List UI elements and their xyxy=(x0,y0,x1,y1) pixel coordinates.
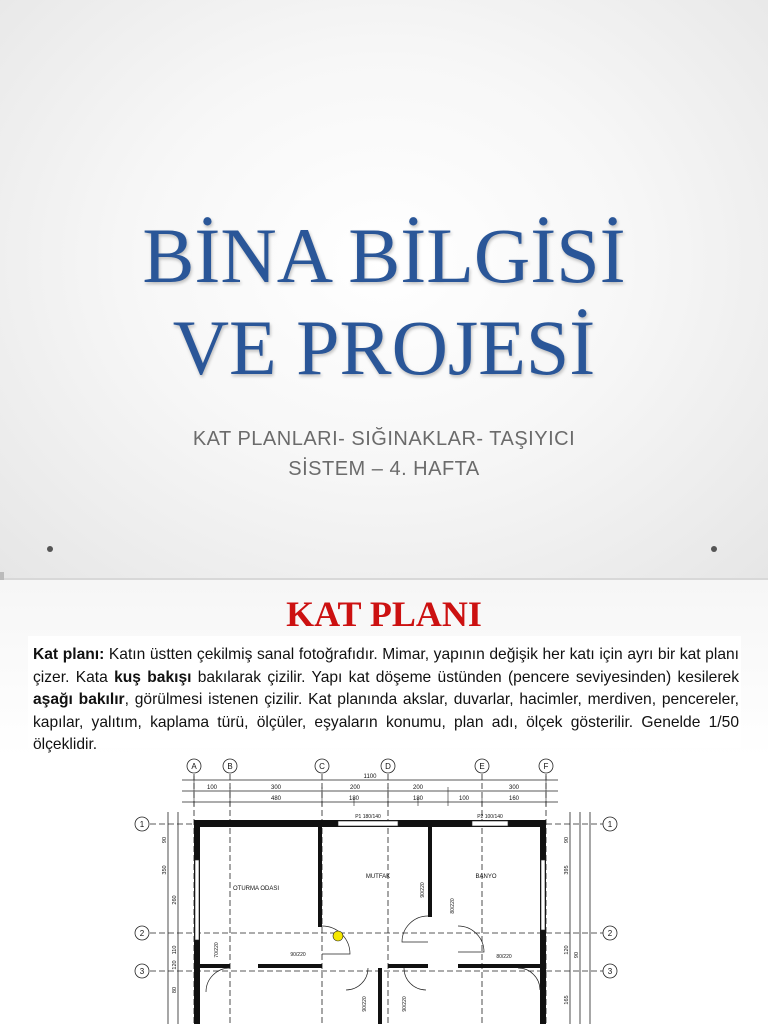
dim-left-3: 110 xyxy=(172,945,178,955)
axis-label-a: A xyxy=(191,762,197,771)
door-label-0: 90/220 xyxy=(290,952,306,958)
definition-term: Kat planı: xyxy=(33,646,105,663)
dim-row2-4: 160 xyxy=(508,796,520,802)
room-banyo: BANYO xyxy=(475,874,497,880)
dim-row2-1: 180 xyxy=(348,796,360,802)
dim-left-4: 120 xyxy=(172,960,178,970)
axis-label-left-2: 2 xyxy=(139,929,145,938)
axis-label-c: C xyxy=(319,762,325,771)
dim-left-0: 90 xyxy=(162,836,168,844)
room-oturma-odasi: OTURMA ODASI xyxy=(232,886,280,892)
door-label-1: 90/220 xyxy=(420,882,426,898)
axis-label-b: B xyxy=(227,762,233,771)
dim-right-4: 90 xyxy=(574,951,580,959)
axis-label-right-1: 1 xyxy=(607,820,613,829)
dim-row1-4: 300 xyxy=(508,785,520,791)
window-label-p1: P1 180/140 xyxy=(355,814,381,820)
definition-part-3: , görülmesi istenen çizilir. Kat planında akslar, duvarlar, hacimler, merdiven, pencereler, kapılar, yalıtım, kaplama türü, ölçüler, eşyaların konumu, plan adı, ölçek gösterilir. Genelde 1/50 ölçeklidir. xyxy=(33,691,739,753)
slide-title-line-1: BİNA BİLGİSİ xyxy=(142,212,626,299)
definition-part-2: bakılarak çizilir. Yapı kat döşeme üstünden (pencere seviyesinden) kesilerek xyxy=(191,668,739,686)
definition-part-1: Katın üstten çekilmiş sanal fotoğrafıdır. Mimar, yapının değişik her katı için ayrı bir kat planı çizer. Kata xyxy=(33,646,739,686)
dim-overall: 1100 xyxy=(363,774,377,780)
definition-text xyxy=(28,636,741,753)
dim-right-1: 90 xyxy=(564,836,570,844)
door-label-4: 70/220 xyxy=(214,942,220,958)
kat-plani-slide xyxy=(0,580,768,1024)
axis-label-e: E xyxy=(479,762,485,771)
door-label-3: 90/220 xyxy=(362,996,368,1012)
slide-title-line-2: VE PROJESİ xyxy=(172,304,596,391)
axis-label-f: F xyxy=(543,762,549,771)
dim-row2-0: 480 xyxy=(270,796,282,802)
definition-bold-1: kuş bakışı xyxy=(114,668,192,686)
slide-subtitle xyxy=(0,424,768,484)
door-label-6: 80/220 xyxy=(496,954,512,960)
axis-label-d: D xyxy=(385,762,391,771)
dim-left-2: 260 xyxy=(172,895,178,905)
dim-row1-0: 100 xyxy=(206,785,218,791)
subtitle-line-2: SİSTEM – 4. HAFTA xyxy=(288,458,480,480)
dim-right-0: 395 xyxy=(564,865,570,875)
slide-title xyxy=(0,210,768,394)
dim-left-5: 80 xyxy=(172,986,178,994)
floor-plan-drawing xyxy=(128,750,620,1024)
floor-plan-svg xyxy=(128,750,620,1024)
room-mutfak: MUTFAK xyxy=(365,874,391,880)
axis-label-right-2: 2 xyxy=(607,929,613,938)
door-label-2: 80/220 xyxy=(450,898,456,914)
section-title: KAT PLANI xyxy=(286,594,482,634)
bullet-dot-right xyxy=(711,546,717,552)
bullet-dot-left xyxy=(47,546,53,552)
dim-right-2: 120 xyxy=(564,945,570,955)
dim-row1-2: 200 xyxy=(349,785,361,791)
subtitle-line-1: KAT PLANLARI- SIĞINAKLAR- TAŞIYICI xyxy=(192,428,576,450)
dim-row1-3: 200 xyxy=(412,785,424,791)
door-label-5: 90/220 xyxy=(402,996,408,1012)
dim-left-1: 350 xyxy=(162,865,168,875)
axis-label-right-3: 3 xyxy=(607,967,613,976)
dim-row1-1: 300 xyxy=(270,785,282,791)
definition-bold-2: aşağı bakılır xyxy=(33,691,125,708)
axis-label-left-3: 3 xyxy=(139,967,145,976)
window-label-p2: P2 100/140 xyxy=(477,814,503,820)
dim-right-3: 165 xyxy=(564,995,570,1005)
axis-label-left-1: 1 xyxy=(139,820,145,829)
dim-row2-2: 180 xyxy=(412,796,424,802)
dim-row2-3: 100 xyxy=(458,796,470,802)
